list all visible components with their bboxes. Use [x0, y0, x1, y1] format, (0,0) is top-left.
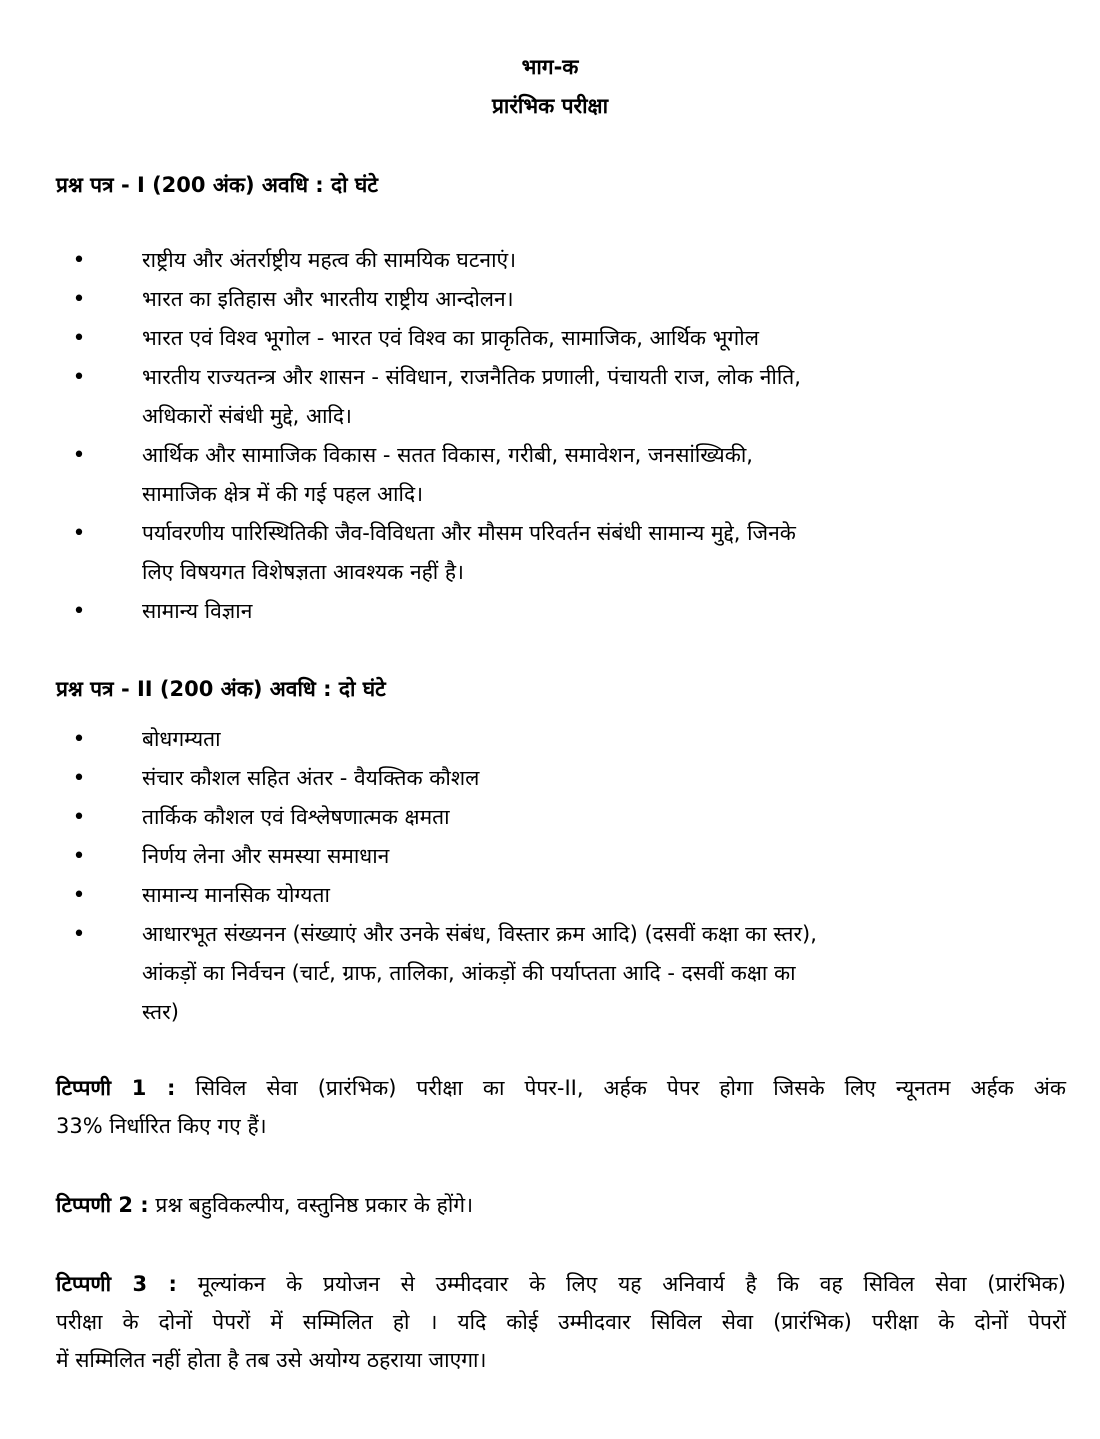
item-line: लिए विषयगत विशेषज्ञता आवश्यक नहीं है।	[142, 560, 465, 584]
note-text: मूल्यांकन के प्रयोजन से उम्मीदवार के लिए यह अनिवार्य है कि वह सिविल सेवा (प्रारंभिक)	[197, 1272, 1066, 1296]
note-text: परीक्षा के दोनों पेपरों में सम्मिलित हो । यदि कोई उम्मीदवार सिविल सेवा (प्रारंभिक) परीक्षा के दोनों पेपरों	[56, 1310, 1066, 1334]
bullet-icon: •	[72, 521, 86, 546]
item-line: आधारभूत संख्यनन (संख्याएं और उनके संबंध, विस्तार क्रम आदि) (दसवीं कक्षा का स्तर),	[142, 922, 817, 946]
item-line: भारत एवं विश्व भूगोल - भारत एवं विश्व का प्राकृतिक, सामाजिक, आर्थिक भूगोल	[142, 326, 759, 350]
bullet-icon: •	[72, 326, 86, 351]
note-label: टिप्पणी 1 :	[56, 1076, 176, 1100]
item-line: सामान्य मानसिक योग्यता	[142, 883, 330, 907]
item-line: भारतीय राज्यतन्त्र और शासन - संविधान, राजनैतिक प्रणाली, पंचायती राज, लोक नीति,	[142, 365, 801, 389]
item-line: तार्किक कौशल एवं विश्लेषणात्मक क्षमता	[142, 805, 450, 829]
paper2-heading: प्रश्न पत्र - II (200 अंक) अवधि : दो घंटे	[56, 677, 386, 701]
bullet-icon: •	[72, 883, 86, 908]
item-line: पर्यावरणीय पारिस्थितिकी जैव-विविधता और मौसम परिवर्तन संबंधी सामान्य मुद्दे, जिनके	[142, 521, 796, 545]
item-line: आंकड़ों का निर्वचन (चार्ट, ग्राफ, तालिका, आंकड़ों की पर्याप्तता आदि - दसवीं कक्षा का	[142, 961, 796, 985]
item-line: राष्ट्रीय और अंतर्राष्ट्रीय महत्व की सामयिक घटनाएं।	[142, 248, 517, 272]
exam-title: प्रारंभिक परीक्षा	[491, 94, 609, 118]
note-text: 33% निर्धारित किए गए हैं।	[56, 1114, 267, 1138]
item-line: निर्णय लेना और समस्या समाधान	[142, 844, 390, 868]
item-line: अधिकारों संबंधी मुद्दे, आदि।	[142, 404, 352, 428]
note-3	[56, 1265, 1066, 1379]
item-line: बोधगम्यता	[142, 727, 221, 751]
paper1-heading: प्रश्न पत्र - I (200 अंक) अवधि : दो घंटे	[56, 173, 378, 197]
note-label: टिप्पणी 3 :	[56, 1272, 177, 1296]
note-2	[56, 1186, 1066, 1224]
item-line: भारत का इतिहास और भारतीय राष्ट्रीय आन्दोलन।	[142, 287, 514, 311]
note-text: में सम्मिलित नहीं होता है तब उसे अयोग्य ठहराया जाएगा।	[56, 1348, 487, 1372]
bullet-icon: •	[72, 766, 86, 791]
bullet-icon: •	[72, 248, 86, 273]
note-text: प्रश्न बहुविकल्पीय, वस्तुनिष्ठ प्रकार के होंगे।	[155, 1193, 474, 1217]
note-label: टिप्पणी 2 :	[56, 1193, 149, 1217]
note-text: सिविल सेवा (प्रारंभिक) परीक्षा का पेपर-II, अर्हक पेपर होगा जिसके लिए न्यूनतम अर्हक अंक	[195, 1076, 1066, 1100]
bullet-icon: •	[72, 922, 86, 947]
bullet-icon: •	[72, 287, 86, 312]
item-line: सामाजिक क्षेत्र में की गई पहल आदि।	[142, 482, 424, 506]
bullet-icon: •	[72, 805, 86, 830]
bullet-icon: •	[72, 365, 86, 390]
note-1	[56, 1069, 1066, 1145]
bullet-icon: •	[72, 727, 86, 752]
bullet-icon: •	[72, 443, 86, 468]
item-line: स्तर)	[142, 1000, 179, 1024]
bullet-icon: •	[72, 844, 86, 869]
item-line: आर्थिक और सामाजिक विकास - सतत विकास, गरीबी, समावेशन, जनसांख्यिकी,	[142, 443, 753, 467]
part-title: भाग-क	[521, 55, 579, 79]
bullet-icon: •	[72, 599, 86, 624]
item-line: संचार कौशल सहित अंतर - वैयक्तिक कौशल	[142, 766, 480, 790]
item-line: सामान्य विज्ञान	[142, 599, 253, 623]
